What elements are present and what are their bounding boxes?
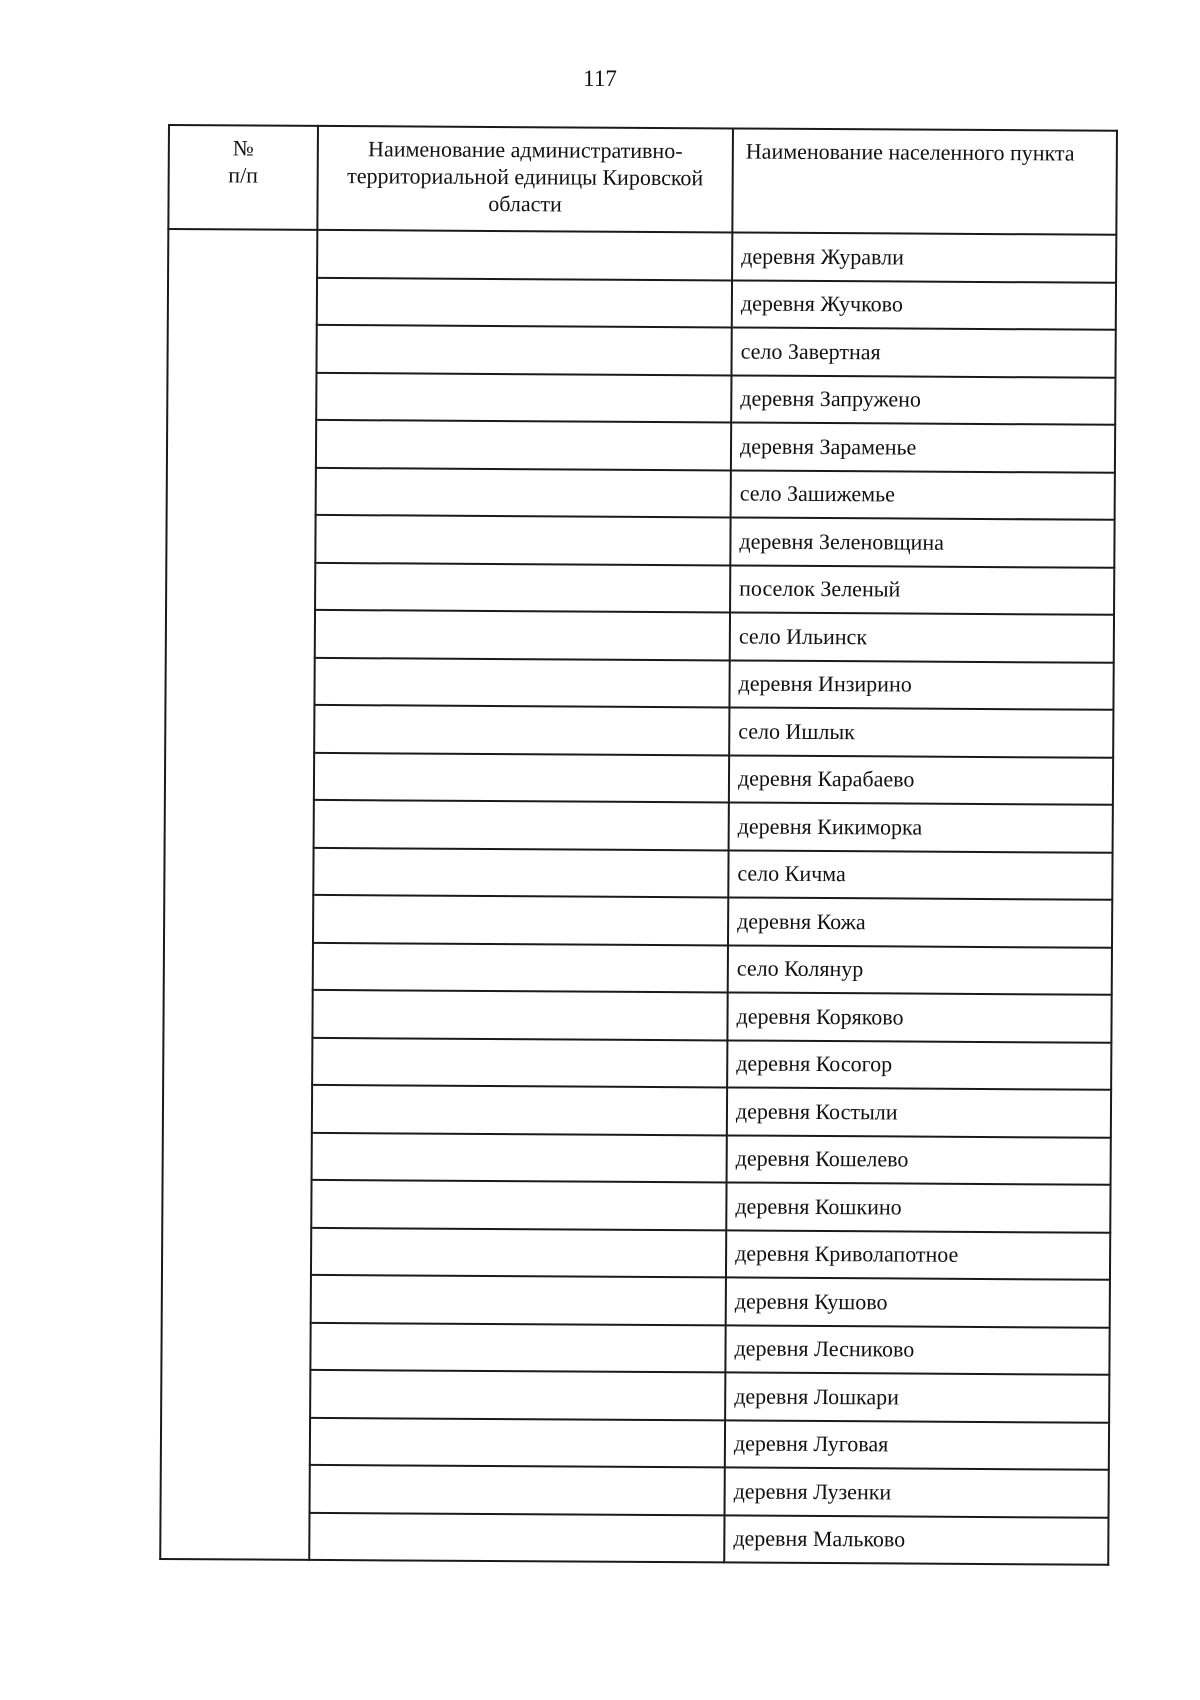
admin-unit-cell [317,230,732,280]
settlement-cell: деревня Кошкино [726,1182,1110,1232]
admin-unit-cell [317,277,732,327]
admin-unit-cell [315,562,730,612]
settlement-cell: деревня Лесниково [725,1325,1109,1375]
settlement-cell: село Завертная [731,327,1115,377]
admin-unit-cell [316,325,731,375]
admin-unit-cell [310,1370,725,1420]
header-admin-unit: Наименование административно-территориальной единицы Кировской области [317,126,733,233]
admin-unit-cell [310,1417,725,1467]
admin-unit-cell [316,372,731,422]
admin-unit-cell [313,847,728,897]
settlement-cell: деревня Косогор [727,1040,1111,1090]
settlement-cell: деревня Жучково [732,280,1116,330]
admin-unit-cell [316,420,731,470]
settlement-cell: деревня Кошелево [727,1135,1111,1185]
settlement-cell: деревня Костыли [727,1087,1111,1137]
admin-unit-cell [309,1512,724,1562]
settlement-cell: село Кичма [728,850,1112,900]
admin-unit-cell [314,800,729,850]
settlement-cell: деревня Кушово [726,1277,1110,1327]
admin-unit-cell [312,1085,727,1135]
settlement-cell: деревня Лузенки [725,1467,1109,1517]
settlement-cell: деревня Карабаево [729,755,1113,805]
settlement-cell: поселок Зеленый [730,565,1114,615]
admin-unit-cell [314,705,729,755]
settlement-cell: село Ишлык [729,707,1113,757]
table-header [168,125,1117,235]
admin-unit-cell [311,1180,726,1230]
admin-unit-cell [314,752,729,802]
header-settlement: Наименование населенного пункта [732,128,1117,234]
admin-unit-cell [316,467,731,517]
settlement-cell: деревня Журавли [732,232,1116,282]
header-number: № п/п [168,125,318,230]
settlements-table [159,124,1118,1566]
settlement-cell: деревня Криволапотное [726,1230,1110,1280]
admin-unit-cell [311,1227,726,1277]
admin-unit-cell [313,895,728,945]
settlement-cell: село Зашижемье [731,470,1115,520]
settlement-cell: деревня Коряково [727,992,1111,1042]
admin-unit-cell [312,990,727,1040]
admin-unit-cell [315,610,730,660]
table-row [168,229,1116,282]
admin-unit-cell [313,942,728,992]
settlement-cell: деревня Кожа [728,897,1112,947]
table-body [160,229,1116,1565]
settlement-cell: деревня Луговая [725,1420,1109,1470]
number-cell [160,229,317,1560]
settlement-cell: село Ильинск [730,612,1114,662]
page-number: 117 [583,66,617,91]
admin-unit-cell [310,1465,725,1515]
admin-unit-cell [314,657,729,707]
admin-unit-cell [312,1132,727,1182]
settlement-cell: деревня Запружено [731,375,1115,425]
admin-unit-cell [311,1275,726,1325]
settlement-cell: деревня Зараменье [731,422,1115,472]
admin-unit-cell [310,1322,725,1372]
admin-unit-cell [315,515,730,565]
settlement-cell: село Колянур [728,945,1112,995]
settlement-cell: деревня Мальково [724,1515,1108,1565]
settlement-cell: деревня Зеленовщина [730,517,1114,567]
settlement-cell: деревня Инзирино [729,660,1113,710]
admin-unit-cell [312,1037,727,1087]
settlement-cell: деревня Кикиморка [729,802,1113,852]
settlement-cell: деревня Лошкари [725,1372,1109,1422]
